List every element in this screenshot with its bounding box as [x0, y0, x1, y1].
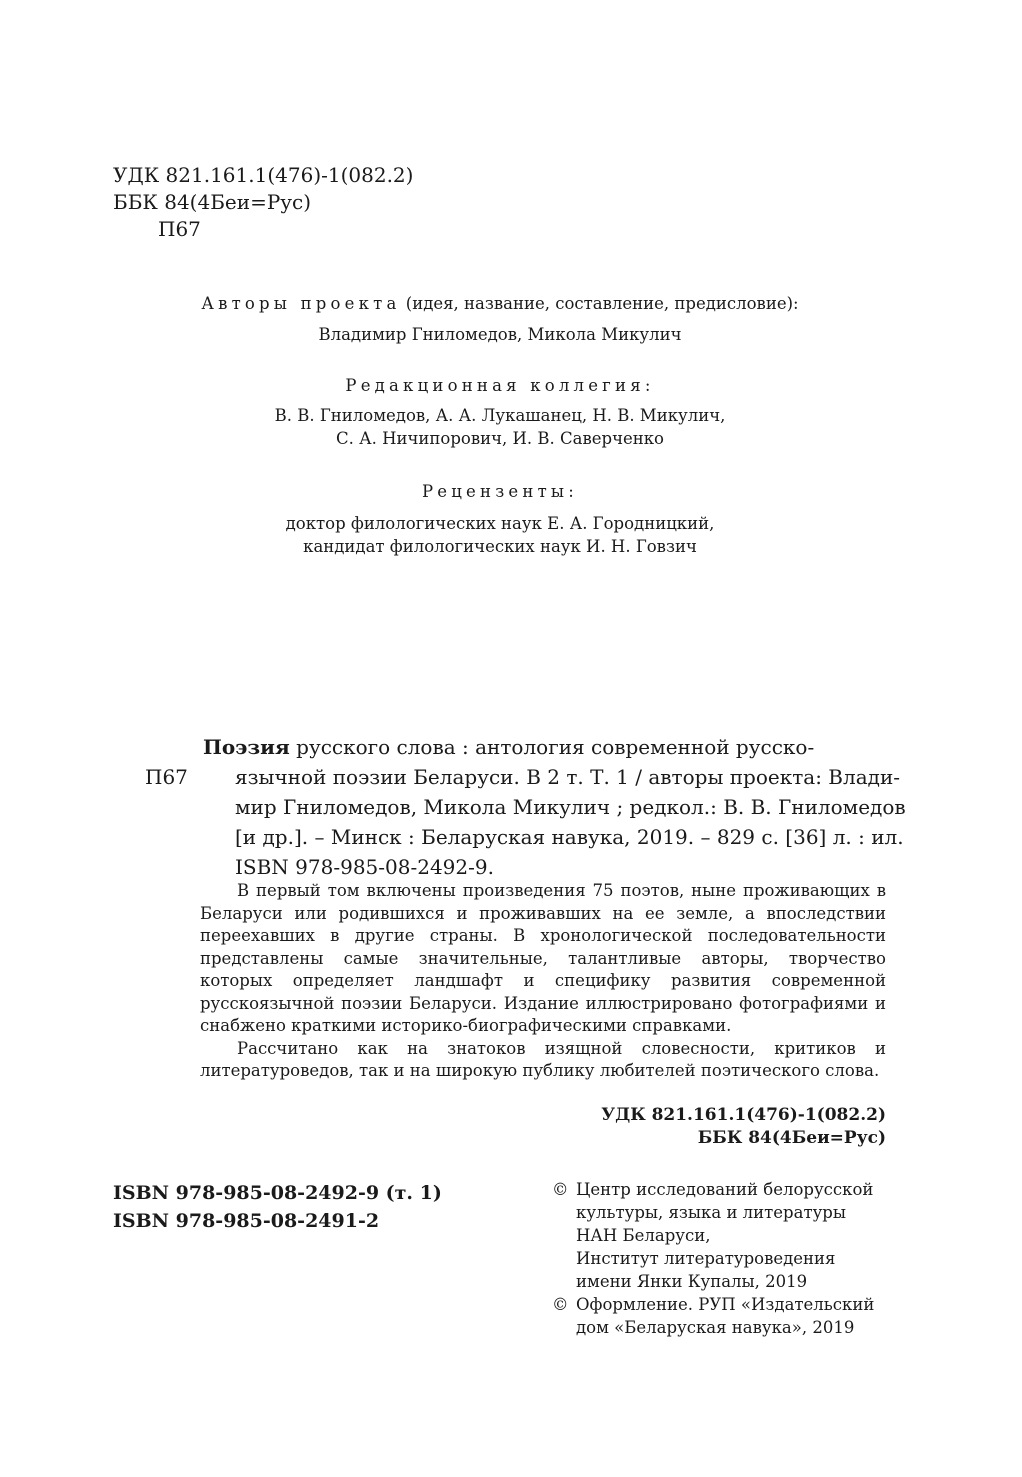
authors-heading-line — [100, 292, 900, 315]
udk-bottom-block — [601, 1104, 886, 1150]
copyright-item-2 — [552, 1293, 874, 1339]
copyright-2-line: Оформление. РУП «Издательский — [576, 1295, 875, 1314]
copyright-1-line: культуры, языка и литературы — [576, 1203, 846, 1222]
authors-heading: Авторы проекта — [201, 294, 401, 313]
udk-bottom: УДК 821.161.1(476)-1(082.2) — [601, 1105, 886, 1125]
entry-line-4: [и др.]. – Минск : Беларуская навука, 2019. – 829 с. [36] л. : ил. — [235, 825, 904, 849]
entry-cutter: П67 — [145, 765, 188, 789]
annotation — [200, 880, 886, 1083]
copyright-item-1 — [552, 1178, 874, 1293]
bbk-bottom: ББК 84(4Беи=Рус) — [697, 1128, 886, 1148]
reviewers-section — [100, 480, 900, 558]
isbn-volume: ISBN 978-985-08-2492-9 (т. 1) — [113, 1182, 442, 1204]
reviewers-heading: Рецензенты: — [421, 482, 579, 501]
udk-code: УДК 821.161.1(476)-1(082.2) — [113, 163, 414, 187]
copyright-1-line: НАН Беларуси, — [576, 1226, 711, 1245]
editorial-line-2: С. А. Ничипорович, И. В. Саверченко — [336, 429, 664, 448]
isbn-block — [113, 1179, 442, 1235]
author-code: П67 — [158, 217, 201, 241]
classification-codes — [113, 162, 413, 243]
entry-title: Поэзия — [203, 735, 290, 759]
copyright-icon: © — [552, 1295, 569, 1314]
entry-line-2-text: язычной поэзии Беларуси. В 2 т. Т. 1 / авторы проекта: Влади- — [235, 765, 901, 789]
isbn-set: ISBN 978-985-08-2491-2 — [113, 1210, 380, 1232]
bbk-code: ББК 84(4Беи=Рус) — [113, 190, 312, 214]
copyright-icon: © — [552, 1180, 569, 1199]
copyright-block — [552, 1178, 874, 1339]
editorial-section — [100, 374, 900, 450]
entry-line-1 — [145, 732, 890, 762]
authors-section — [100, 292, 900, 346]
editorial-line-1: В. В. Гниломедов, А. А. Лукашанец, Н. В. Микулич, — [274, 406, 726, 425]
entry-line-3: мир Гниломедов, Микола Микулич ; редкол.: В. В. Гниломедов — [235, 795, 906, 819]
copyright-2-line: дом «Беларуская навука», 2019 — [576, 1318, 855, 1337]
copyright-1-line: имени Янки Купалы, 2019 — [576, 1272, 808, 1291]
entry-line-2 — [145, 762, 901, 792]
reviewer-line-2: кандидат филологических наук И. Н. Говзич — [303, 537, 697, 556]
bibliographic-entry — [145, 732, 906, 882]
annotation-paragraph-2: Рассчитано как на знатоков изящной словесности, критиков и литературоведов, так и на широкую публику любителей поэтического слова. — [200, 1038, 886, 1080]
reviewer-line-1: доктор филологических наук Е. А. Городницкий, — [285, 514, 715, 533]
entry-line-1-rest: русского слова : антология современной русско- — [289, 735, 815, 759]
editorial-heading: Редакционная коллегия: — [345, 376, 655, 395]
entry-isbn: ISBN 978-985-08-2492-9. — [235, 855, 494, 879]
authors-names: Владимир Гниломедов, Микола Микулич — [318, 325, 682, 344]
copyright-1-line: Институт литературоведения — [576, 1249, 836, 1268]
authors-heading-note: (идея, название, составление, предисловие): — [405, 294, 799, 313]
annotation-paragraph-1: В первый том включены произведения 75 поэтов, ныне проживающих в Беларуси или родившихся и проживавших на ее земле, а впоследствии переехавших в другие страны. В хронологической последовательности представлены самые значительные, талантливые авторы, творчество которых определяет ландшафт и специфику развития современной русскоязычной поэзии Беларуси. Издание иллюстрировано фотографиями и снабжено краткими историко-биографическими справками. — [200, 881, 886, 1035]
copyright-1-line: Центр исследований белорусской — [576, 1180, 874, 1199]
